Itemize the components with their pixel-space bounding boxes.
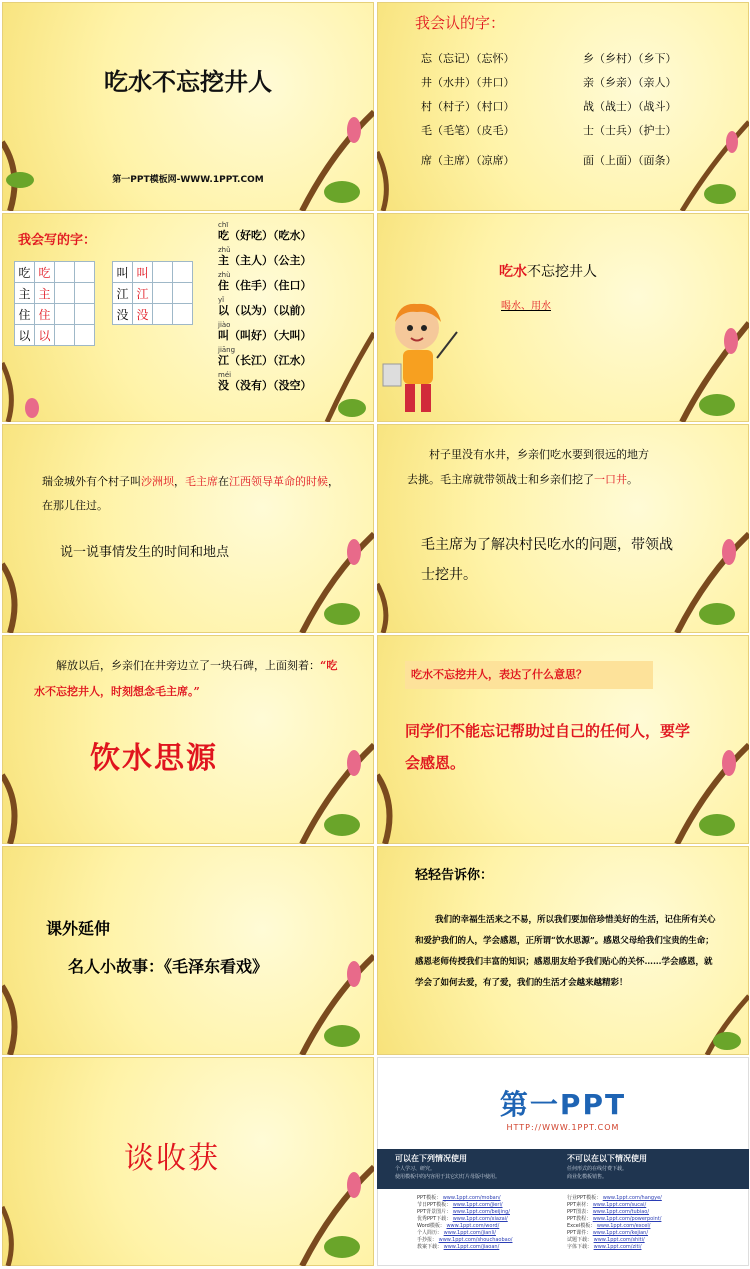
slide-4[interactable] xyxy=(377,213,749,422)
word-item: 住（住手）（住口） xyxy=(218,279,312,292)
list-item: 村（村子）（村口） xyxy=(421,100,515,113)
brand-url[interactable]: HTTP://WWW.1PPT.COM xyxy=(506,1123,620,1132)
pinyin: jiào xyxy=(218,321,231,329)
section-heading: 我会认的字： xyxy=(415,14,506,32)
link-row[interactable]: Word模板： www.1ppt.com/word/ xyxy=(417,1223,500,1229)
word-item: 主（主人）（公主） xyxy=(218,254,312,267)
link-row[interactable]: PPT素材： www.1ppt.com/sucai/ xyxy=(567,1202,647,1208)
cannot-use-title: 不可以在以下情况使用 xyxy=(567,1154,647,1163)
table-row xyxy=(15,262,95,283)
list-item: 乡（乡村）（乡下） xyxy=(583,52,677,65)
table-row xyxy=(15,304,95,325)
grid-cell: 住 xyxy=(15,304,35,325)
story-paragraph: 村子里没有水井，乡亲们吃水要到很远的地方去挑。毛主席就带领战士和乡亲们挖了一口井。 xyxy=(407,448,649,486)
hint-link[interactable]: 喝水、用水 xyxy=(501,301,551,312)
slide-title: 吃水不忘挖井人 xyxy=(104,68,272,96)
word-item: 吃（好吃）（吃水） xyxy=(218,229,312,242)
body-paragraph: 我们的幸福生活来之不易，所以我们要加倍珍惜美好的生活，记住所有关心和爱护我们的人，学会感恩，正所谓“饮水思源”。感恩父母给我们宝贵的生命；感恩老师传授我们丰富的知识；感恩朋友给予我们贴心的关怀……学会感恩，就学会了如何去爱，有了爱，我们的生活才会越来越精彩！ xyxy=(415,915,716,988)
table-row xyxy=(113,262,193,283)
section-heading: 轻轻告诉你： xyxy=(415,868,494,883)
big-phrase: 饮水思源 xyxy=(90,741,218,776)
list-item: 井（水井）（井口） xyxy=(421,76,515,89)
table-row xyxy=(15,325,95,346)
writing-grid-left xyxy=(14,261,95,346)
slide-9[interactable] xyxy=(2,846,374,1055)
story-paragraph: 瑞金城外有个村子叫沙洲坝，毛主席在江西领导革命的时候，在那儿住过。 xyxy=(42,475,339,512)
list-item: 使用模板中的内容用于其它幻灯片母版中使用。 xyxy=(395,1174,501,1180)
slide-5[interactable] xyxy=(2,424,374,633)
link-row[interactable]: PPT图表： www.1ppt.com/tubiao/ xyxy=(567,1209,650,1215)
can-use-list xyxy=(395,1165,500,1181)
link-row[interactable]: PPT课件： www.1ppt.com/kejian/ xyxy=(567,1230,649,1236)
slide-12[interactable] xyxy=(377,1057,749,1266)
word-list xyxy=(218,221,312,396)
list-item: 亲（乡亲）（亲人） xyxy=(583,76,677,89)
cannot-use-list xyxy=(567,1165,627,1181)
grid-cell: 以 xyxy=(35,325,55,346)
grid-cell: 以 xyxy=(15,325,35,346)
link-row[interactable]: 个人简历： www.1ppt.com/jianli/ xyxy=(417,1230,496,1236)
list-item: 毛（毛笔）（皮毛） xyxy=(421,124,515,137)
link-row[interactable]: 字体下载： www.1ppt.com/ziti/ xyxy=(567,1244,642,1250)
slide-10[interactable] xyxy=(377,846,749,1055)
question-text: 说一说事情发生的时间和地点 xyxy=(60,545,230,560)
link-row[interactable]: Excel模板： www.1ppt.com/excel/ xyxy=(567,1223,651,1229)
word-item: 没（没有）（没空） xyxy=(218,379,312,392)
source-text: 第一PPT模板网-WWW.1PPT.COM xyxy=(112,175,264,185)
grid-cell: 叫 xyxy=(113,262,133,283)
story-title: 名人小故事：《毛泽东看戏》 xyxy=(68,957,269,976)
slide-11[interactable] xyxy=(2,1057,374,1266)
usage-banner xyxy=(377,1149,749,1189)
link-row[interactable]: 教案下载： www.1ppt.com/jiaoan/ xyxy=(417,1244,500,1250)
list-item: 面（上面）（面条） xyxy=(583,154,677,167)
pinyin: chī xyxy=(218,221,229,229)
grid-cell: 吃 xyxy=(15,262,35,283)
link-row[interactable]: PPT模板： www.1ppt.com/moban/ xyxy=(417,1195,501,1201)
question-banner: 吃水不忘挖井人，表达了什么意思？ xyxy=(405,661,653,689)
grid-cell: 主 xyxy=(15,283,35,304)
word-item: 叫（叫好）（大叫） xyxy=(218,329,312,342)
writing-grid-right xyxy=(112,261,193,325)
table-row xyxy=(15,283,95,304)
answer-text: 毛主席为了解决村民吃水的问题，带领战士挖井。 xyxy=(421,537,673,583)
list-item: 商业化模板销售。 xyxy=(567,1174,608,1180)
grid-cell: 叫 xyxy=(133,262,153,283)
grid-cell: 没 xyxy=(133,304,153,325)
slide-1[interactable] xyxy=(2,2,374,211)
link-row[interactable]: PPT教程： www.1ppt.com/powerpoint/ xyxy=(567,1216,662,1222)
answer-text: 同学们不能忘记帮助过自己的任何人，要学会感恩。 xyxy=(405,722,691,772)
links-right xyxy=(567,1195,662,1251)
grid-cell: 江 xyxy=(113,283,133,304)
slide-3[interactable] xyxy=(2,213,374,422)
list-item: 席（主席）（凉席） xyxy=(421,154,515,167)
pinyin: zhǔ xyxy=(218,246,231,254)
char-list-left xyxy=(421,47,515,173)
grid-cell: 没 xyxy=(113,304,133,325)
story-paragraph: 解放以后，乡亲们在井旁边立了一块石碑，上面刻着：“吃水不忘挖井人，时刻想念毛主席。” xyxy=(34,659,338,698)
link-row[interactable]: PPT背景图片： www.1ppt.com/beijing/ xyxy=(417,1209,510,1215)
section-heading: 我会写的字： xyxy=(18,233,97,248)
grid-cell: 江 xyxy=(133,283,153,304)
vine-decoration xyxy=(2,424,374,633)
grid-cell: 吃 xyxy=(35,262,55,283)
pinyin: zhù xyxy=(218,271,231,279)
slide-8[interactable] xyxy=(377,635,749,844)
table-row xyxy=(113,283,193,304)
extension-heading: 课外延伸 xyxy=(46,919,111,938)
links-left xyxy=(417,1195,512,1251)
pinyin: yǐ xyxy=(218,296,225,304)
slide-7[interactable] xyxy=(2,635,374,844)
list-item: 任何形式的在线付费下载。 xyxy=(567,1166,628,1172)
word-item: 江（长江）（江水） xyxy=(218,354,312,367)
slide-title: 吃水不忘挖井人 xyxy=(499,264,597,280)
link-row[interactable]: 试题下载： www.1ppt.com/shiti/ xyxy=(567,1237,645,1243)
slide-6[interactable] xyxy=(377,424,749,633)
list-item: 战（战士）（战斗） xyxy=(583,100,677,113)
slide-2[interactable] xyxy=(377,2,749,211)
grid-cell: 主 xyxy=(35,283,55,304)
slide-title: 谈收获 xyxy=(124,1141,220,1176)
link-row[interactable]: 优秀PPT下载： www.1ppt.com/xiazai/ xyxy=(417,1216,508,1222)
link-row[interactable]: 手抄报： www.1ppt.com/shouchaobao/ xyxy=(417,1237,513,1243)
boy-illustration xyxy=(379,298,461,418)
link-row[interactable]: 节日PPT模板： www.1ppt.com/jieri/ xyxy=(417,1202,503,1208)
can-use-title: 可以在下列情况使用 xyxy=(395,1154,467,1163)
list-item: 个人学习、研究。 xyxy=(395,1166,436,1172)
word-item: 以（以为）（以前） xyxy=(218,304,312,317)
brand-logo: 第一PPT xyxy=(499,1088,627,1121)
char-list-right xyxy=(583,47,677,173)
list-item: 士（士兵）（护士） xyxy=(583,124,677,137)
pinyin: jiāng xyxy=(218,346,236,354)
pinyin: méi xyxy=(218,371,232,379)
grid-cell: 住 xyxy=(35,304,55,325)
list-item: 忘（忘记）（忘怀） xyxy=(421,52,515,65)
vine-decoration xyxy=(2,846,374,1055)
link-row[interactable]: 行业PPT模板： www.1ppt.com/hangye/ xyxy=(567,1195,662,1201)
table-row xyxy=(113,304,193,325)
